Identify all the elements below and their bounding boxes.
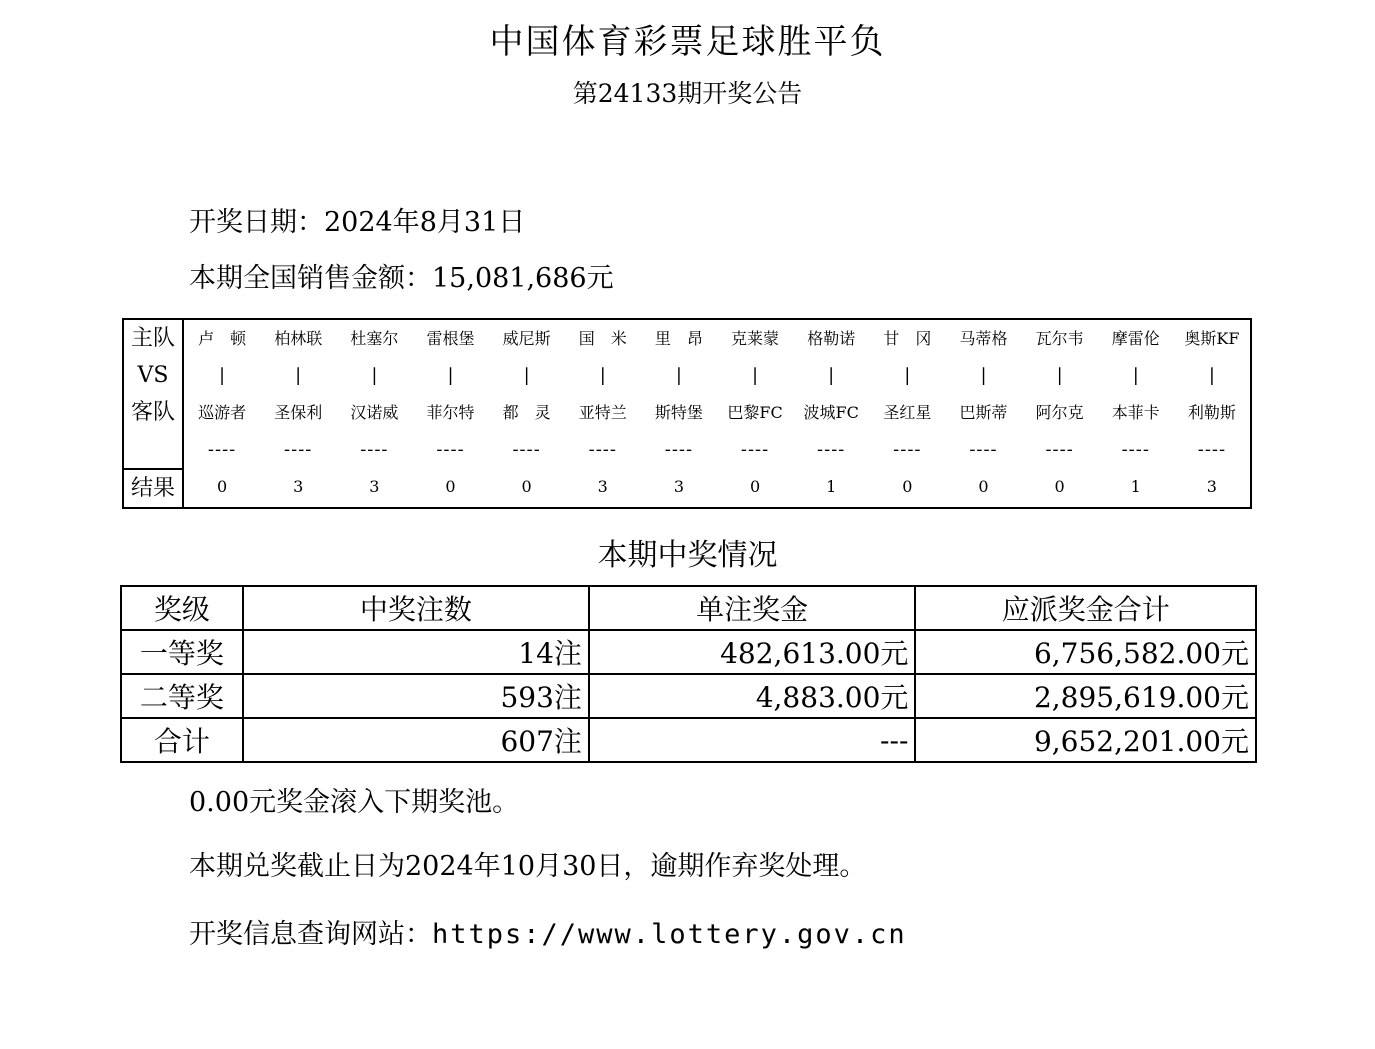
- prize-count: 14注: [243, 630, 589, 674]
- prize-count: 593注: [243, 674, 589, 718]
- page-subtitle: 第24133期开奖公告: [572, 79, 803, 108]
- match-result: 0: [902, 477, 913, 496]
- match-results-table: [122, 318, 1252, 509]
- dash-separator: ----: [207, 439, 237, 460]
- home-team: 柏林联: [274, 329, 323, 348]
- away-team: 波城FC: [803, 403, 859, 422]
- match-result: 1: [826, 477, 837, 496]
- prize-table: [120, 585, 1257, 763]
- deadline-note: 本期兑奖截止日为2024年10月30日，逾期作弃奖处理。: [189, 851, 867, 882]
- match-column: [489, 320, 565, 505]
- match-result: 0: [216, 477, 228, 496]
- match-column: [869, 320, 945, 505]
- vs-separator: |: [295, 365, 302, 386]
- website-label: 开奖信息查询网站：: [189, 919, 432, 950]
- vs-separator: |: [1208, 365, 1215, 386]
- home-team: 卢 顿: [198, 329, 247, 348]
- match-result: 0: [978, 477, 989, 496]
- match-result: 3: [597, 477, 608, 496]
- dash-separator: ----: [1197, 439, 1227, 460]
- draw-date: 开奖日期：2024年8月31日: [189, 207, 526, 238]
- rollover-note: 0.00元奖金滚入下期奖池。: [189, 787, 520, 818]
- match-column: [1174, 320, 1250, 505]
- website-note: [189, 912, 907, 951]
- match-column: [1098, 320, 1174, 505]
- dash-separator: ----: [360, 439, 389, 460]
- match-column: [565, 320, 641, 505]
- games-wrap: [184, 320, 1250, 505]
- match-column: [717, 320, 793, 505]
- vs-separator: |: [599, 365, 606, 386]
- prize-row: [121, 718, 1256, 762]
- away-team: 圣红星: [883, 403, 932, 422]
- dash-separator: ----: [512, 439, 541, 460]
- away-team: 巡游者: [198, 403, 247, 422]
- prize-total: 6,756,582.00元: [915, 630, 1256, 674]
- dash-separator: ----: [1121, 439, 1150, 460]
- vs-separator: |: [904, 365, 911, 386]
- vs-separator: |: [1056, 365, 1063, 386]
- home-team: 雷根堡: [426, 329, 475, 348]
- match-result: 3: [1206, 477, 1217, 496]
- prize-level: 合计: [121, 718, 243, 762]
- header-unit: 单注奖金: [589, 586, 916, 630]
- match-label-column: [123, 319, 183, 469]
- label-result: 结果: [130, 476, 175, 501]
- prize-total: 9,652,201.00元: [915, 718, 1256, 762]
- match-column: [412, 320, 488, 505]
- label-vs: VS: [137, 363, 169, 388]
- dash-separator: ----: [817, 439, 846, 460]
- match-games: [183, 319, 1251, 508]
- dash-separator: ----: [893, 439, 922, 460]
- match-result: 0: [1054, 477, 1065, 496]
- match-column: [641, 320, 717, 505]
- match-column: [945, 320, 1021, 505]
- vs-separator: |: [980, 365, 987, 386]
- prize-level: 二等奖: [121, 674, 243, 718]
- home-team: 摩雷伦: [1111, 329, 1160, 348]
- prize-unit: 482,613.00元: [589, 630, 916, 674]
- header-total: 应派奖金合计: [915, 586, 1256, 630]
- label-away: 客队: [130, 400, 175, 425]
- dash-separator: ----: [1045, 439, 1074, 460]
- home-team: 里 昂: [654, 329, 703, 348]
- match-column: [260, 320, 336, 505]
- vs-separator: |: [523, 365, 530, 386]
- home-team: 克莱蒙: [731, 329, 780, 348]
- prize-unit: ---: [589, 718, 916, 762]
- away-team: 巴斯蒂: [959, 403, 1008, 422]
- prize-row: [121, 630, 1256, 674]
- home-team: 威尼斯: [502, 329, 551, 348]
- label-home: 主队: [130, 326, 175, 351]
- away-team: 菲尔特: [426, 403, 475, 422]
- home-team: 甘 冈: [883, 329, 932, 348]
- match-result: 3: [369, 477, 380, 496]
- match-result: 0: [749, 477, 761, 496]
- away-team: 利勒斯: [1187, 403, 1236, 422]
- vs-separator: |: [675, 365, 682, 386]
- match-result: 3: [293, 477, 304, 496]
- header-count: 中奖注数: [243, 586, 589, 630]
- vs-separator: |: [219, 365, 226, 386]
- match-result: 1: [1130, 477, 1141, 496]
- home-team: 国 米: [578, 329, 627, 348]
- dash-separator: ----: [740, 439, 770, 460]
- header-level: 奖级: [121, 586, 243, 630]
- away-team: 都 灵: [502, 403, 551, 422]
- match-column: [184, 320, 260, 505]
- match-column: [336, 320, 412, 505]
- prize-section-title: 本期中奖情况: [597, 538, 778, 573]
- away-team: 本菲卡: [1111, 403, 1160, 422]
- match-result: 3: [673, 477, 684, 496]
- dash-separator: ----: [436, 439, 465, 460]
- home-team: 奥斯KF: [1184, 329, 1240, 348]
- result-label-cell: [123, 469, 183, 508]
- vs-separator: |: [1132, 365, 1139, 386]
- vs-separator: |: [371, 365, 378, 386]
- vs-separator: |: [447, 365, 454, 386]
- website-link[interactable]: https://www.lottery.gov.cn: [432, 919, 907, 950]
- vs-separator: |: [828, 365, 835, 386]
- match-column: [793, 320, 869, 505]
- away-team: 阿尔克: [1035, 403, 1084, 422]
- prize-header-row: [121, 586, 1256, 630]
- label-separator: [124, 431, 182, 468]
- away-team: 巴黎FC: [727, 403, 783, 422]
- away-team: 亚特兰: [578, 403, 627, 422]
- sales-amount: 本期全国销售金额：15,081,686元: [189, 263, 614, 294]
- dash-separator: ----: [969, 439, 998, 460]
- dash-separator: ----: [664, 439, 694, 460]
- away-team: 汉诺威: [350, 403, 399, 422]
- page-title: 中国体育彩票足球胜平负: [489, 22, 886, 62]
- prize-level: 一等奖: [121, 630, 243, 674]
- match-column: [1022, 320, 1098, 505]
- prize-row: [121, 674, 1256, 718]
- home-team: 格勒诺: [807, 329, 856, 348]
- dash-separator: ----: [284, 439, 313, 460]
- prize-total: 2,895,619.00元: [915, 674, 1256, 718]
- away-team: 圣保利: [274, 403, 323, 422]
- away-team: 斯特堡: [654, 403, 703, 422]
- home-team: 瓦尔韦: [1035, 329, 1084, 348]
- prize-unit: 4,883.00元: [589, 674, 916, 718]
- home-team: 马蒂格: [959, 329, 1008, 348]
- home-team: 杜塞尔: [350, 329, 399, 348]
- vs-separator: |: [752, 365, 759, 386]
- dash-separator: ----: [588, 439, 617, 460]
- match-result: 0: [445, 477, 456, 496]
- match-result: 0: [521, 477, 532, 496]
- prize-count: 607注: [243, 718, 589, 762]
